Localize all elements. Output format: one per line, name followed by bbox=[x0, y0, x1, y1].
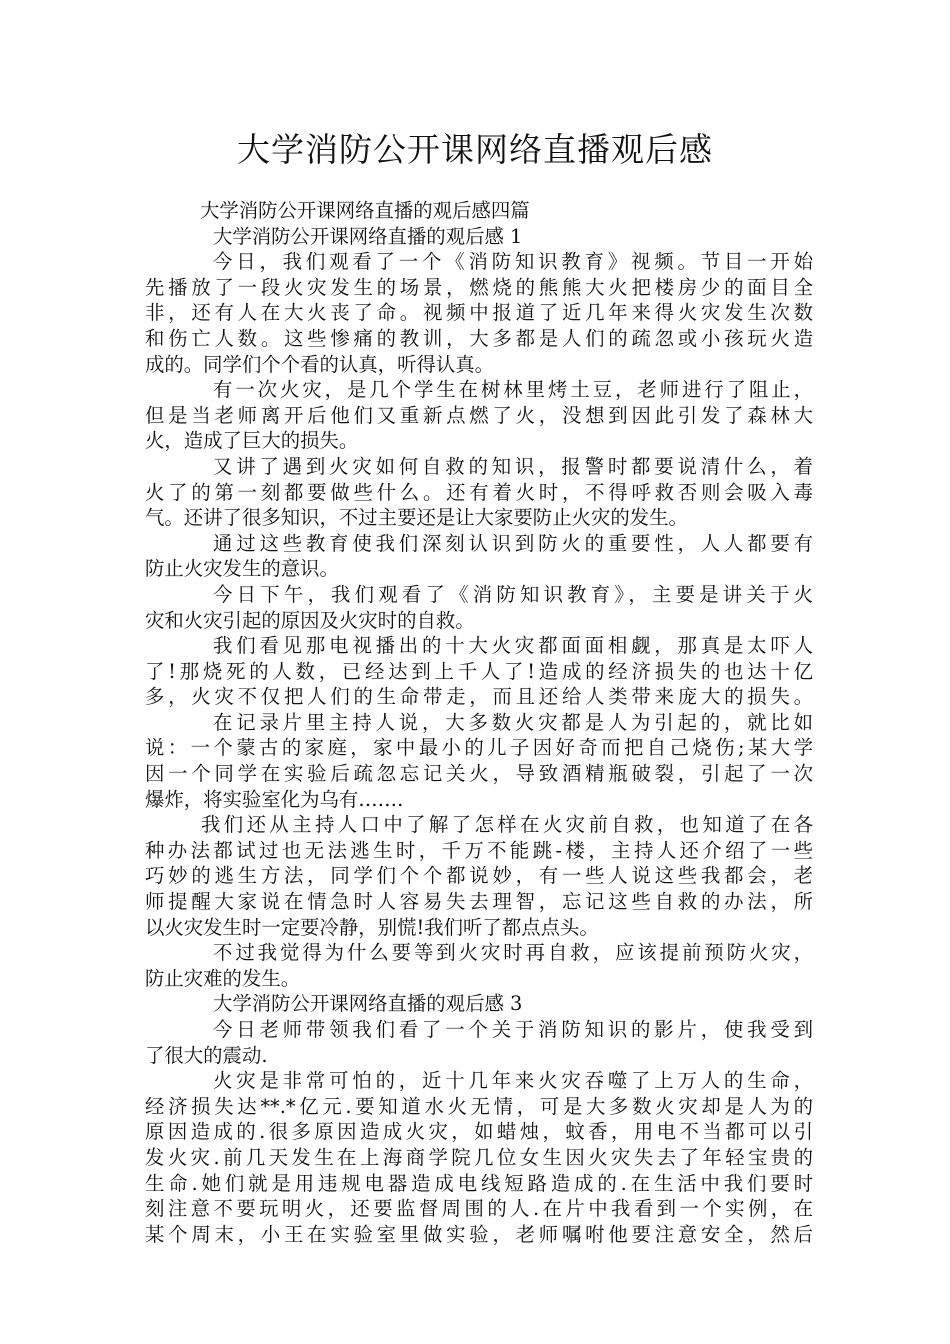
paragraph-line: 今日下午，我们观看了《消防知识教育》，主要是讲关于火 bbox=[213, 582, 813, 606]
paragraph-line: 防止灾难的发生。 bbox=[145, 966, 301, 990]
paragraph-line: 有一次火灾，是几个学生在树林里烤土豆，老师进行了阻止， bbox=[213, 378, 813, 402]
paragraph-line: 先播放了一段火灾发生的场景，燃烧的熊熊大火把楼房少的面目全 bbox=[145, 275, 813, 299]
paragraph-line: 爆炸，将实验室化为乌有……. bbox=[145, 787, 404, 811]
paragraph-line: 火灾是非常可怕的，近十几年来火灾吞噬了上万人的生命， bbox=[213, 1069, 813, 1093]
paragraph-line: 了很大的震动. bbox=[145, 1043, 268, 1067]
paragraph-line: 因一个同学在实验后疏忽忘记关火，导致酒精瓶破裂，引起了一次 bbox=[145, 762, 813, 786]
paragraph-line: 生命.她们就是用违规电器造成电线短路造成的.在生活中我们要时 bbox=[145, 1171, 813, 1195]
section-heading: 大学消防公开课网络直播的观后感 3 bbox=[213, 992, 523, 1016]
paragraph-line: 了!那烧死的人数，已经达到上千人了!造成的经济损失的也达十亿 bbox=[145, 659, 813, 683]
paragraph-line: 刻注意不要玩明火，还要监督周围的人.在片中我看到一个实例，在 bbox=[145, 1197, 813, 1221]
paragraph-line: 火了的第一刻都要做些什么。还有着火时，不得呼救否则会吸入毒 bbox=[145, 480, 813, 504]
document-body bbox=[145, 198, 813, 1247]
paragraph-line: 非，还有人在大火丧了命。视频中报道了近几年来得火灾发生次数 bbox=[145, 301, 813, 325]
paragraph-line: 我们还从主持人口中了解了怎样在火灾前自救，也知道了在各 bbox=[201, 813, 813, 837]
paragraph-line: 通过这些教育使我们深刻认识到防火的重要性，人人都要有 bbox=[213, 531, 813, 555]
paragraph-line: 成的。同学们个个看的认真，听得认真。 bbox=[145, 352, 495, 376]
paragraph-line: 师提醒大家说在情急时人容易失去理智，忘记这些自救的办法，所 bbox=[145, 890, 813, 914]
paragraph-line: 今日，我们观看了一个《消防知识教育》视频。节目一开始 bbox=[213, 250, 813, 274]
paragraph-line: 经济损失达**.*亿元.要知道水火无情，可是大多数火灾却是人为的 bbox=[145, 1094, 813, 1118]
paragraph-line: 原因造成的.很多原因造成火灾，如蜡烛，蚊香，用电不当都可以引 bbox=[145, 1120, 813, 1144]
paragraph-line: 灾和火灾引起的原因及火灾时的自救。 bbox=[145, 608, 475, 632]
paragraph-line: 说：一个蒙古的家庭，家中最小的儿子因好奇而把自己烧伤;某大学 bbox=[145, 736, 813, 760]
document-title: 大学消防公开课网络直播观后感 bbox=[237, 130, 713, 169]
paragraph-line: 我们看见那电视播出的十大火灾都面面相觑，那真是太吓人 bbox=[213, 634, 813, 658]
paragraph-line: 以火灾发生时一定要冷静，别慌!我们听了都点点头。 bbox=[145, 915, 599, 939]
paragraph-line: 巧妙的逃生方法，同学们个个都说妙，有一些人说这些我都会，老 bbox=[145, 864, 813, 888]
paragraph-line: 种办法都试过也无法逃生时，千万不能跳-楼，主持人还介绍了一些 bbox=[145, 838, 813, 862]
paragraph-line: 在记录片里主持人说，大多数火灾都是人为引起的，就比如 bbox=[213, 710, 813, 734]
paragraph-line: 发火灾.前几天发生在上海商学院几位女生因火灾失去了年轻宝贵的 bbox=[145, 1145, 813, 1169]
subtitle-line: 大学消防公开课网络直播的观后感四篇 bbox=[200, 199, 530, 222]
paragraph-line: 防止火灾发生的意识。 bbox=[145, 557, 339, 581]
paragraph-line: 和伤亡人数。这些惨痛的教训，大多都是人们的疏忽或小孩玩火造 bbox=[145, 326, 813, 350]
paragraph-line: 多，火灾不仅把人们的生命带走，而且还给人类带来庞大的损失。 bbox=[145, 685, 813, 709]
section-heading: 大学消防公开课网络直播的观后感 1 bbox=[213, 224, 523, 248]
paragraph-line: 不过我觉得为什么要等到火灾时再自救，应该提前预防火灾， bbox=[213, 941, 813, 965]
paragraph-line: 今日老师带领我们看了一个关于消防知识的影片，使我受到 bbox=[213, 1018, 813, 1041]
paragraph-line: 但是当老师离开后他们又重新点燃了火，没想到因此引发了森林大 bbox=[145, 403, 813, 427]
paragraph-line: 某个周末，小王在实验室里做实验，老师嘱咐他要注意安全，然后 bbox=[145, 1222, 813, 1246]
paragraph-line: 又讲了遇到火灾如何自救的知识，报警时都要说清什么，着 bbox=[213, 454, 813, 478]
paragraph-line: 气。还讲了很多知识，不过主要还是让大家要防止火灾的发生。 bbox=[145, 506, 688, 530]
paragraph-line: 火，造成了巨大的损失。 bbox=[145, 429, 359, 453]
